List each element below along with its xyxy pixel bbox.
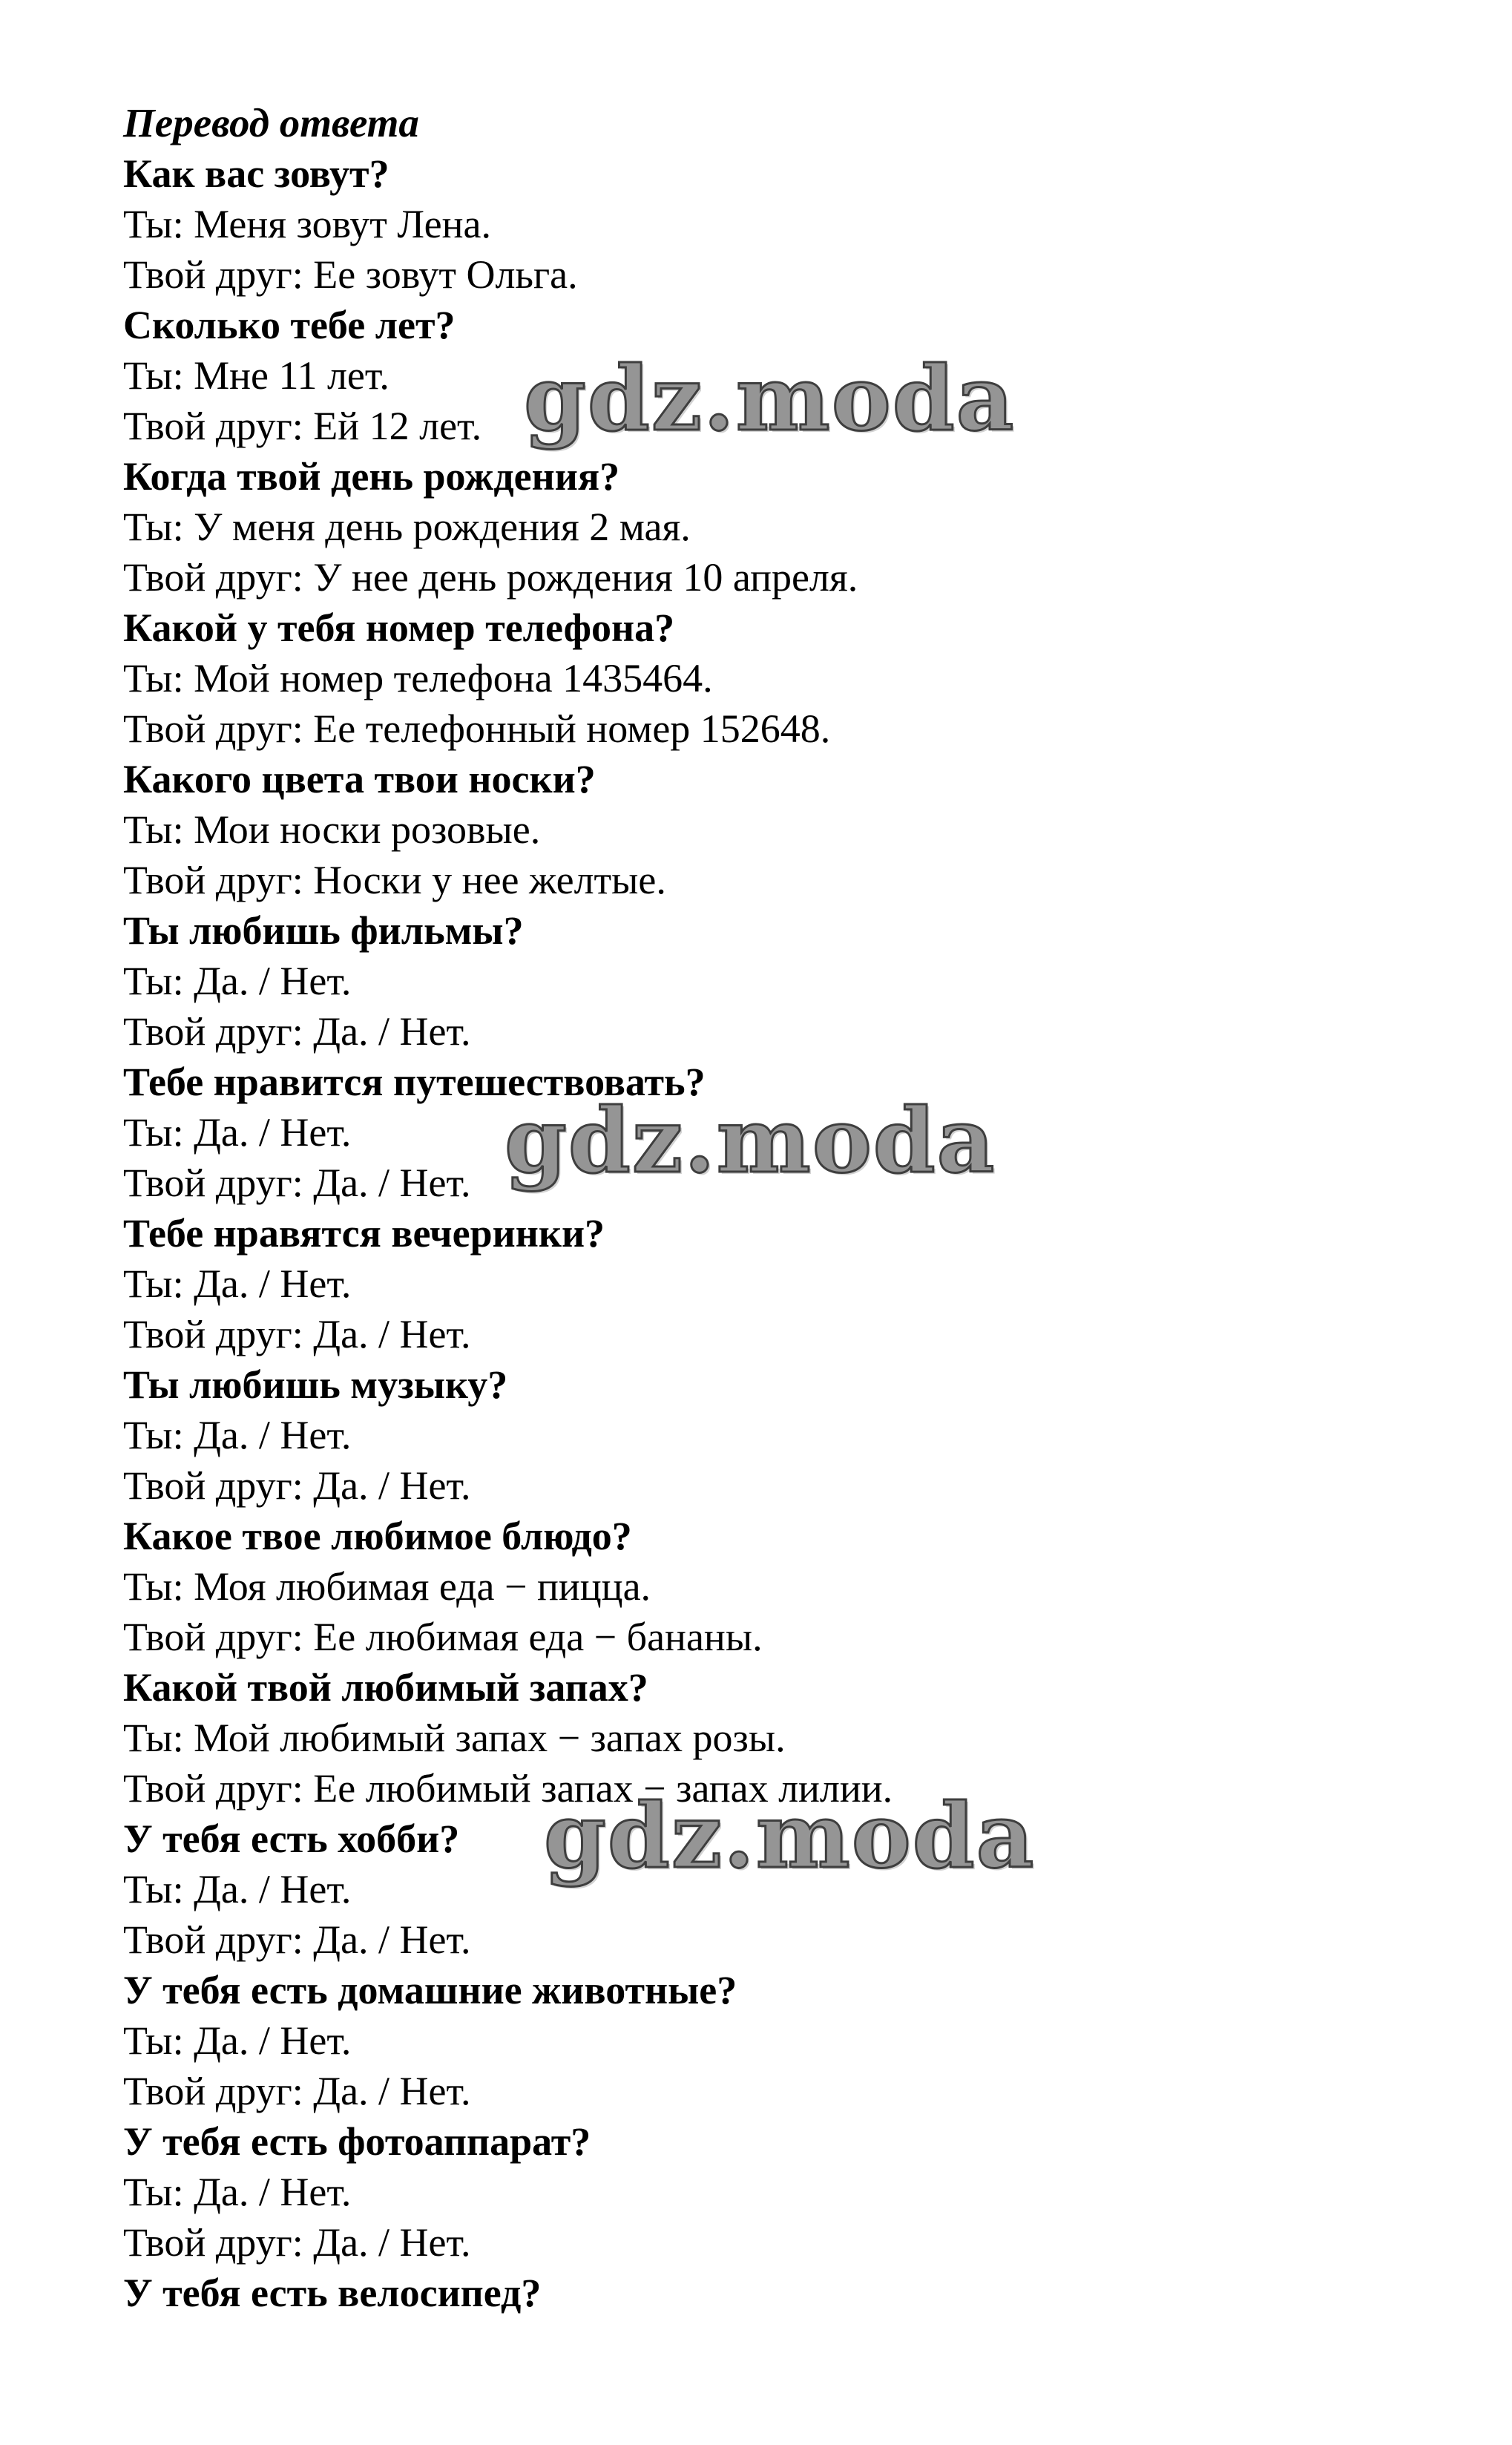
watermark: gdz.moda — [544, 1784, 1036, 1888]
qa-block — [123, 1359, 1459, 1511]
answer-friend: Твой друг: Да. / Нет. — [123, 1917, 471, 1962]
qa-block — [123, 2116, 1459, 2268]
answer-you: Ты: Да. / Нет. — [123, 1867, 352, 1911]
question: Какого цвета твои носки? — [123, 757, 596, 801]
qa-block — [123, 603, 1459, 754]
qa-block — [123, 905, 1459, 1057]
answer-friend: Твой друг: У нее день рождения 10 апреля. — [123, 555, 858, 600]
answer-friend: Твой друг: Ее зовут Ольга. — [123, 252, 578, 297]
answer-you: Ты: Мне 11 лет. — [123, 353, 389, 398]
answer-you: Ты: Да. / Нет. — [123, 959, 352, 1003]
question: Как вас зовут? — [123, 151, 389, 196]
answer-friend: Твой друг: Да. / Нет. — [123, 1463, 471, 1508]
qa-block — [123, 1208, 1459, 1359]
watermark: gdz.moda — [524, 347, 1016, 451]
question: Ты любишь фильмы? — [123, 908, 524, 953]
answer-friend: Твой друг: Да. / Нет. — [123, 2220, 471, 2265]
question: Какое твое любимое блюдо? — [123, 1514, 632, 1558]
qa-block — [123, 2268, 1459, 2318]
question: У тебя есть домашние животные? — [123, 1968, 737, 2012]
answer-you: Ты: У меня день рождения 2 мая. — [123, 505, 691, 549]
answer-friend: Твой друг: Да. / Нет. — [123, 2069, 471, 2113]
question: Тебе нравятся вечеринки? — [123, 1211, 605, 1256]
question: У тебя есть хобби? — [123, 1816, 460, 1861]
question: Тебе нравится путешествовать? — [123, 1060, 706, 1104]
answer-friend: Твой друг: Носки у нее желтые. — [123, 858, 666, 902]
qa-block — [123, 1965, 1459, 2116]
answer-you: Ты: Да. / Нет. — [123, 2018, 352, 2063]
qa-block — [123, 754, 1459, 905]
answer-friend: Твой друг: Ее любимая еда − бананы. — [123, 1615, 763, 1659]
question: Какой у тебя номер телефона? — [123, 605, 675, 650]
watermark: gdz.moda — [504, 1089, 996, 1193]
answer-you: Ты: Да. / Нет. — [123, 2170, 352, 2214]
answer-friend: Твой друг: Ей 12 лет. — [123, 404, 482, 448]
question: Сколько тебе лет? — [123, 303, 456, 347]
answer-you: Ты: Мой номер телефона 1435464. — [123, 656, 713, 700]
answer-friend: Твой друг: Ее любимый запах − запах лилии. — [123, 1766, 893, 1811]
qa-block — [123, 1511, 1459, 1662]
answer-you: Ты: Мой любимый запах − запах розы. — [123, 1716, 786, 1760]
answer-you: Ты: Меня зовут Лена. — [123, 202, 491, 246]
answer-friend: Твой друг: Да. / Нет. — [123, 1312, 471, 1356]
qa-block — [123, 148, 1459, 300]
answer-you: Ты: Да. / Нет. — [123, 1110, 352, 1155]
question: Когда твой день рождения? — [123, 454, 620, 499]
answer-you: Ты: Да. / Нет. — [123, 1413, 352, 1457]
question: Какой твой любимый запах? — [123, 1665, 648, 1710]
question: Ты любишь музыку? — [123, 1362, 508, 1407]
answer-you: Ты: Моя любимая еда − пицца. — [123, 1564, 651, 1609]
document-heading: Перевод ответа — [123, 100, 419, 145]
answer-you: Ты: Да. / Нет. — [123, 1261, 352, 1306]
answer-friend: Твой друг: Да. / Нет. — [123, 1009, 471, 1054]
answer-you: Ты: Мои носки розовые. — [123, 807, 541, 852]
qa-block — [123, 451, 1459, 603]
answer-friend: Твой друг: Ее телефонный номер 152648. — [123, 706, 831, 751]
question: У тебя есть велосипед? — [123, 2271, 542, 2315]
question: У тебя есть фотоаппарат? — [123, 2119, 591, 2164]
answer-friend: Твой друг: Да. / Нет. — [123, 1161, 471, 1205]
